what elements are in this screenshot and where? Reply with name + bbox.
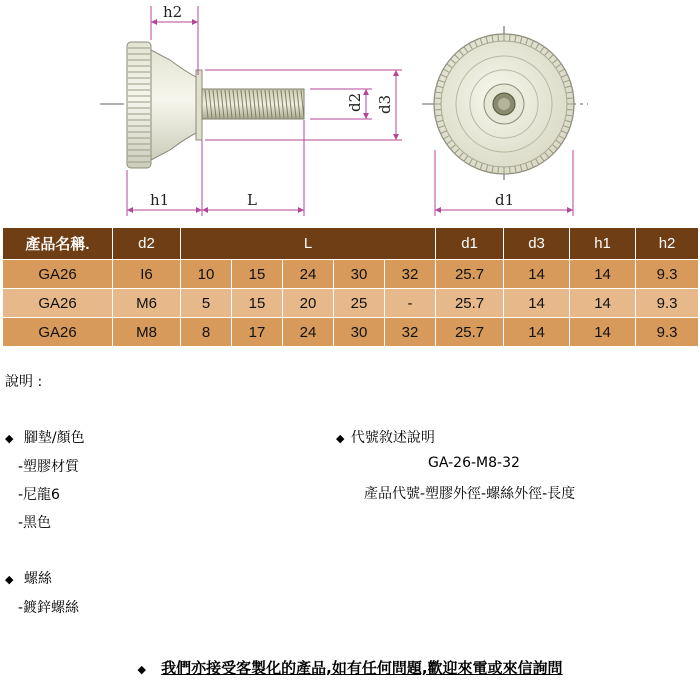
notes-title: 說明 :	[5, 374, 43, 390]
technical-drawing	[0, 0, 700, 225]
code-example: GA-26-M8-32	[428, 455, 520, 471]
header-product-name: 產品名稱.	[3, 228, 113, 260]
spec-table	[2, 227, 699, 347]
table-row	[3, 318, 699, 347]
cell-L: 8	[181, 318, 232, 347]
d1-label: d1	[495, 191, 515, 209]
header-d2: d2	[113, 228, 181, 260]
d3-label: d3	[376, 94, 394, 114]
cell-L: 30	[334, 318, 385, 347]
cell-L: 10	[181, 260, 232, 289]
cell-d1: 25.7	[436, 260, 504, 289]
diamond-bullet-icon: ◆	[5, 432, 14, 445]
cell-L: 15	[232, 289, 283, 318]
h1-label: h1	[150, 191, 170, 209]
list-item: -鍍鋅螺絲	[18, 600, 80, 616]
cell-L: 17	[232, 318, 283, 347]
footer-text: 我們亦接受客製化的產品,如有任何問題,歡迎來電或來信詢問	[161, 659, 563, 677]
left-section2-heading	[5, 568, 52, 588]
table-row	[3, 289, 699, 318]
code-description: 產品代號-塑膠外徑-螺絲外徑-長度	[364, 486, 576, 502]
section-heading: 代號敘述說明	[350, 430, 435, 446]
cell-name: GA26	[3, 260, 113, 289]
cell-d2: M6	[113, 289, 181, 318]
section-heading: 螺絲	[23, 571, 52, 587]
header-h2: h2	[636, 228, 699, 260]
cell-d2: I6	[113, 260, 181, 289]
h2-label: h2	[163, 3, 183, 21]
cell-d3: 14	[504, 289, 570, 318]
cell-L: 20	[283, 289, 334, 318]
d2-label: d2	[346, 92, 364, 112]
cell-L: -	[385, 289, 436, 318]
diamond-bullet-icon: ◆	[137, 663, 146, 676]
cell-h1: 14	[570, 260, 636, 289]
cell-d3: 14	[504, 260, 570, 289]
screw-thread	[202, 89, 304, 119]
section-heading: 腳墊/顏色	[23, 430, 85, 446]
header-L: L	[181, 228, 436, 260]
cell-d3: 14	[504, 318, 570, 347]
L-label: L	[247, 191, 257, 209]
list-item: -尼龍6	[18, 487, 60, 503]
table-header-row	[3, 228, 699, 260]
cell-L: 24	[283, 260, 334, 289]
right-section-heading	[336, 427, 435, 447]
left-section1-heading	[5, 427, 85, 447]
knob-side-view	[127, 42, 202, 168]
knob-front-view	[434, 34, 574, 174]
cell-h2: 9.3	[636, 318, 699, 347]
cell-d1: 25.7	[436, 318, 504, 347]
cell-L: 30	[334, 260, 385, 289]
cell-L: 25	[334, 289, 385, 318]
cell-name: GA26	[3, 318, 113, 347]
cell-h2: 9.3	[636, 260, 699, 289]
cell-L: 24	[283, 318, 334, 347]
cell-L: 5	[181, 289, 232, 318]
list-item: -黑色	[18, 515, 52, 531]
footer-note	[0, 657, 700, 678]
cell-h1: 14	[570, 318, 636, 347]
header-h1: h1	[570, 228, 636, 260]
header-d1: d1	[436, 228, 504, 260]
cell-h2: 9.3	[636, 289, 699, 318]
cell-d2: M8	[113, 318, 181, 347]
list-item: -塑膠材質	[18, 459, 80, 475]
header-d3: d3	[504, 228, 570, 260]
cell-L: 32	[385, 260, 436, 289]
diamond-bullet-icon: ◆	[336, 432, 345, 445]
cell-name: GA26	[3, 289, 113, 318]
cell-L: 15	[232, 260, 283, 289]
cell-d1: 25.7	[436, 289, 504, 318]
table-row	[3, 260, 699, 289]
diamond-bullet-icon: ◆	[5, 573, 14, 586]
cell-h1: 14	[570, 289, 636, 318]
cell-L: 32	[385, 318, 436, 347]
